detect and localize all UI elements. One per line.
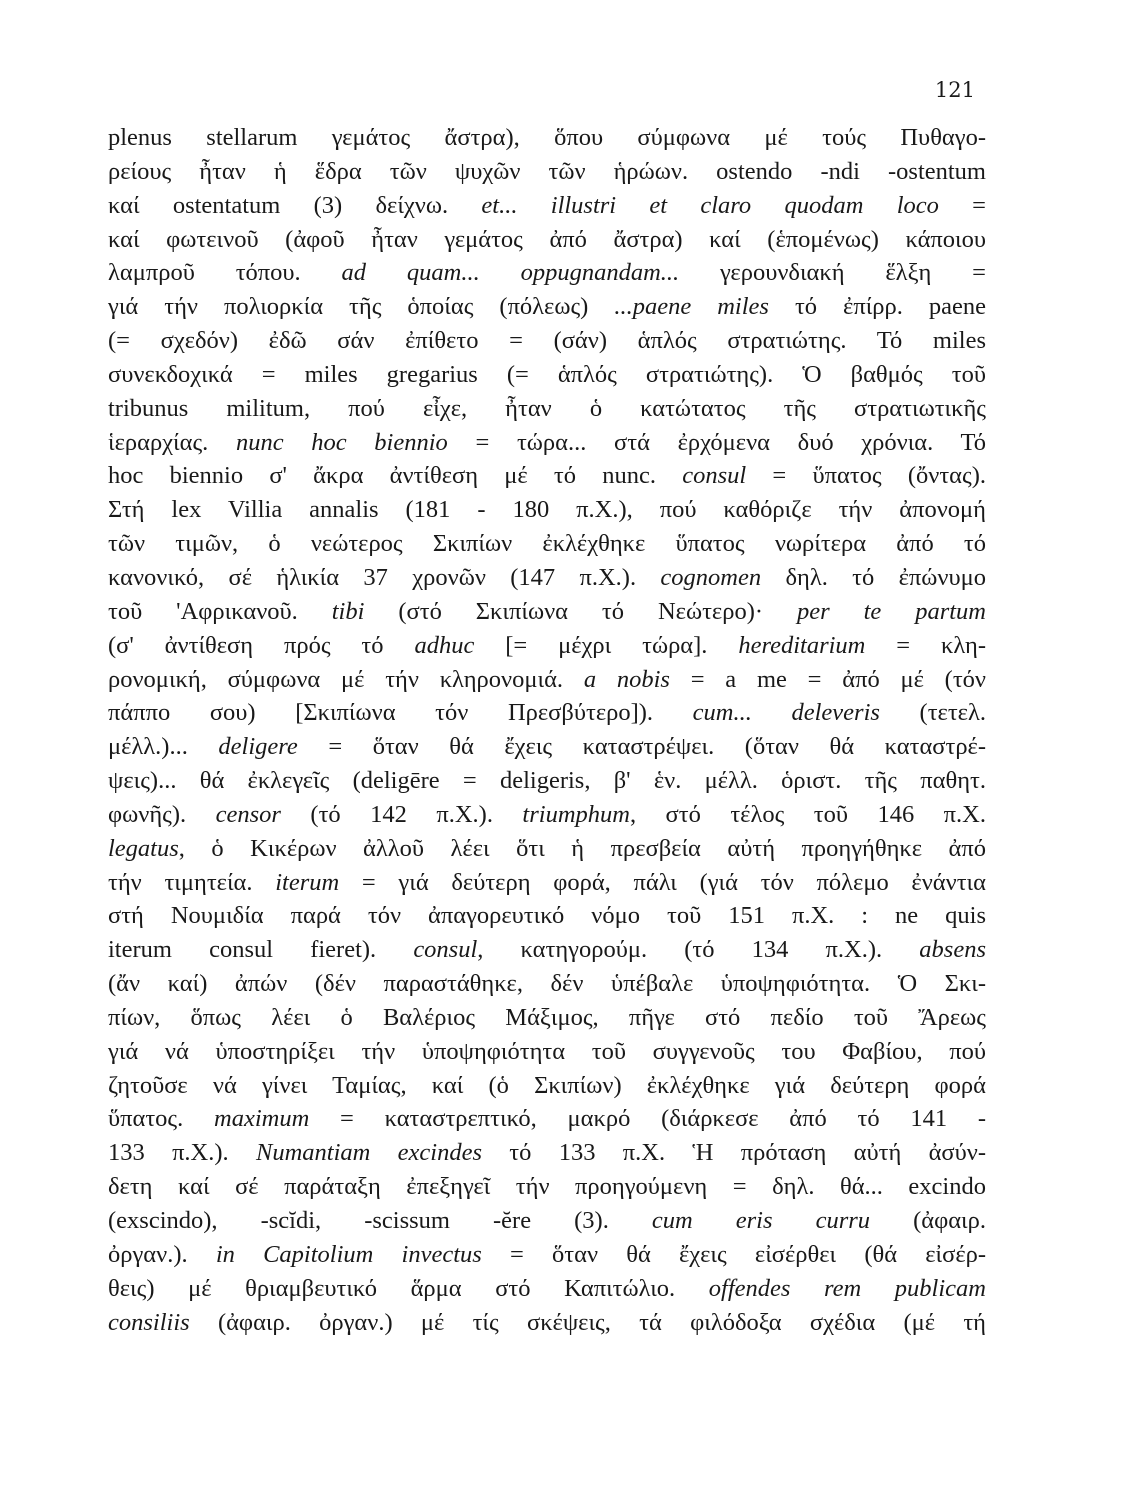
text-line xyxy=(108,426,986,460)
text-segment: ἱεραρχίας. xyxy=(108,428,236,456)
latin-term: hereditarium xyxy=(738,631,866,659)
text-line xyxy=(108,1238,986,1272)
body-text xyxy=(108,121,986,1339)
text-segment: ρονομική, σύμφωνα μέ τήν κληρονομιά. xyxy=(108,665,584,693)
text-segment: (τό 142 π.Χ.). xyxy=(280,800,523,828)
text-segment: δηλ. τό ἐπώνυμο xyxy=(761,563,986,591)
text-line xyxy=(108,696,986,730)
text-line xyxy=(108,324,986,358)
text-segment: = καταστρεπτικό, μακρό (διάρκεσε ἀπό τό 141 - xyxy=(309,1105,986,1133)
text-segment: iterum consul fieret). xyxy=(108,936,414,964)
page-number: 121 xyxy=(934,78,975,102)
text-segment: τοῦ 'Αφρικανοῦ. xyxy=(108,597,332,625)
latin-term: per te partum xyxy=(796,597,986,625)
text-line xyxy=(108,155,986,189)
text-segment: , ὁ Κικέρων ἀλλοῦ λέει ὅτι ἡ πρεσβεία αὐτή προηγήθηκε ἀπό xyxy=(178,834,986,862)
latin-term: Numantiam excindes xyxy=(255,1139,482,1167)
text-segment: συνεκδοχικά = miles gregarius (= ἁπλός στρατιώτης). Ὁ βαθμός τοῦ xyxy=(108,360,986,388)
text-line xyxy=(108,1306,986,1340)
text-line xyxy=(108,899,986,933)
text-line xyxy=(108,1035,986,1069)
text-line xyxy=(108,595,986,629)
text-segment: = a me = ἀπό μέ (τόν xyxy=(669,665,986,693)
text-segment: (τετελ. xyxy=(879,699,986,727)
text-segment: (σ' ἀντίθεση πρός τό xyxy=(108,631,415,659)
text-segment: μέλλ.)... xyxy=(108,733,219,761)
text-line xyxy=(108,663,986,697)
latin-term: legatus xyxy=(108,834,179,862)
latin-term: absens xyxy=(919,936,986,964)
text-line xyxy=(108,933,986,967)
text-segment: = xyxy=(938,191,986,219)
text-line xyxy=(108,798,986,832)
latin-term: a nobis xyxy=(583,665,670,693)
latin-term: cum... deleveris xyxy=(692,699,880,727)
text-segment: = τώρα... στά ἐρχόμενα δυό χρόνια. Τό xyxy=(447,428,986,456)
latin-term: et... illustri et claro quodam loco xyxy=(481,191,939,219)
text-segment: 133 π.Χ.). xyxy=(108,1139,256,1167)
text-segment: γιά τήν πολιορκία τῆς ὁποίας (πόλεως) xyxy=(108,293,615,321)
text-line xyxy=(108,459,986,493)
text-line xyxy=(108,290,986,324)
text-segment: ὀργαν.). xyxy=(108,1240,216,1268)
text-segment: = ὅταν θά ἔχεις εἰσέρθει (θά εἰσέρ- xyxy=(481,1240,987,1268)
text-segment: (στό Σκιπίωνα τό Νεώτερο)· xyxy=(364,597,797,625)
text-line xyxy=(108,392,986,426)
latin-term: consiliis xyxy=(108,1308,190,1336)
text-segment: γερουνδιακή ἕλξη = xyxy=(679,259,986,287)
text-segment: = γιά δεύτερη φορά, πάλι (γιά τόν πόλεμο ἐνάντια xyxy=(339,868,986,896)
latin-term: consul xyxy=(413,936,478,964)
text-segment: ρείους ἦταν ἡ ἕδρα τῶν ψυχῶν τῶν ἡρώων. ostendo -ndi -ostentum xyxy=(108,157,986,185)
text-segment: hoc biennio σ' ἄκρα ἀντίθεση μέ τό nunc. xyxy=(108,462,683,490)
latin-term: in Capitolium invectus xyxy=(215,1240,482,1268)
text-segment: = ὕπατος (ὄντας). xyxy=(746,462,986,490)
text-line xyxy=(108,629,986,663)
text-segment: πάππο σου) [Σκιπίωνα τόν Πρεσβύτερο]). xyxy=(108,699,693,727)
latin-term: triumphum xyxy=(522,800,630,828)
text-line xyxy=(108,967,986,1001)
text-segment: = κλη- xyxy=(865,631,986,659)
text-segment: , στό τέλος τοῦ 146 π.Χ. xyxy=(629,800,986,828)
latin-term: censor xyxy=(215,800,281,828)
latin-term: nunc hoc biennio xyxy=(235,428,448,456)
text-segment: ψεις)... θά ἐκλεγεῖς (deligēre = deligeris, β' ἑν. μέλλ. ὁριστ. τῆς παθητ. xyxy=(108,767,986,795)
text-segment: ὕπατος. xyxy=(108,1105,215,1133)
latin-term: cognomen xyxy=(660,563,762,591)
text-line xyxy=(108,527,986,561)
latin-term: cum eris curru xyxy=(651,1207,871,1234)
text-line xyxy=(108,764,986,798)
latin-term: deligere xyxy=(218,733,298,761)
text-segment: στή Νουμιδία παρά τόν ἀπαγορευτικό νόμο τοῦ 151 π.Χ. : ne quis xyxy=(108,902,986,930)
text-segment: κανονικό, σέ ἡλικία 37 χρονῶν (147 π.Χ.). xyxy=(108,563,661,591)
text-segment: ζητοῦσε νά γίνει Ταμίας, καί (ὁ Σκιπίων) ἐκλέχθηκε γιά δεύτερη φορά xyxy=(108,1071,986,1099)
text-segment: τό ἐπίρρ. paene xyxy=(768,293,986,321)
text-line xyxy=(108,1204,986,1238)
latin-term: tibi xyxy=(331,597,365,625)
text-segment: (ἄν καί) ἀπών (δέν παραστάθηκε, δέν ὑπέβαλε ὑποψηφιότητα. Ὁ Σκι- xyxy=(108,970,986,998)
text-segment: (ἀφαιρ. xyxy=(870,1207,986,1234)
text-segment: plenus stellarum γεμάτος ἄστρα), ὅπου σύμφωνα μέ τούς Πυθαγο- xyxy=(108,124,986,151)
latin-term: iterum xyxy=(275,868,340,896)
text-line xyxy=(108,493,986,527)
text-segment: δετη καί σέ παράταξη ἐπεξηγεῖ τήν προηγούμενη = δηλ. θά... excindo xyxy=(108,1173,986,1201)
text-segment: Στή lex Villia annalis (181 - 180 π.Χ.), πού καθόριζε τήν ἀπονομή xyxy=(108,496,986,524)
text-line xyxy=(108,1170,986,1204)
text-line xyxy=(108,1001,986,1035)
text-segment: τῶν τιμῶν, ὁ νεώτερος Σκιπίων ἐκλέχθηκε ὕπατος νωρίτερα ἀπό τό xyxy=(108,530,986,558)
text-segment: καί φωτεινοῦ (ἀφοῦ ἦταν γεμάτος ἀπό ἄστρα) καί (ἑπομένως) κάποιου xyxy=(108,225,986,253)
text-segment: γιά νά ὑποστηρίξει τήν ὑποψηφιότητα τοῦ συγγενοῦς του Φαβίου, πού xyxy=(108,1037,986,1065)
text-segment: λαμπροῦ τόπου. xyxy=(108,259,342,287)
text-segment: τήν τιμητεία. xyxy=(108,868,276,896)
text-segment: , κατηγορούμ. (τό 134 π.Χ.). xyxy=(477,936,920,964)
latin-term: ...paene miles xyxy=(614,293,769,321)
text-line xyxy=(108,561,986,595)
text-segment: (= σχεδόν) ἐδῶ σάν ἐπίθετο = (σάν) ἁπλός στρατιώτης. Τό miles xyxy=(108,327,986,355)
text-line xyxy=(108,189,986,223)
text-line xyxy=(108,358,986,392)
text-line xyxy=(108,1136,986,1170)
text-segment: = ὅταν θά ἔχεις καταστρέψει. (ὅταν θά καταστρέ- xyxy=(297,733,987,761)
text-line xyxy=(108,1069,986,1103)
latin-term: offendes rem publicam xyxy=(708,1274,986,1302)
text-segment: τό 133 π.Χ. Ἡ πρόταση αὐτή ἀσύν- xyxy=(481,1139,986,1167)
text-line xyxy=(108,866,986,900)
text-segment: φωνῆς). xyxy=(108,800,216,828)
latin-term: consul xyxy=(682,462,747,490)
text-segment: (ἀφαιρ. ὀργαν.) μέ τίς σκέψεις, τά φιλόδοξα σχέδια (μέ τή xyxy=(189,1308,986,1336)
text-segment: θεις) μέ θριαμβευτικό ἅρμα στό Καπιτώλιο. xyxy=(108,1274,709,1302)
text-line xyxy=(108,730,986,764)
text-line xyxy=(108,832,986,866)
text-line xyxy=(108,1272,986,1306)
latin-term: adhuc xyxy=(414,631,475,659)
text-segment: [= μέχρι τώρα]. xyxy=(474,631,739,659)
text-segment: (exscindo), -scĭdi, -scissum -ĕre (3). xyxy=(108,1207,652,1234)
text-segment: tribunus militum, πού εἶχε, ἦταν ὁ κατώτατος τῆς στρατιωτικῆς xyxy=(108,394,986,422)
text-segment: καί ostentatum (3) δείχνω. xyxy=(108,191,482,219)
text-line xyxy=(108,256,986,290)
text-line xyxy=(108,223,986,257)
text-line xyxy=(108,1102,986,1136)
latin-term: maximum xyxy=(214,1105,310,1133)
text-segment: πίων, ὅπως λέει ὁ Βαλέριος Μάξιμος, πῆγε στό πεδίο τοῦ Ἄρεως xyxy=(108,1003,986,1031)
text-line xyxy=(108,121,986,155)
latin-term: ad quam... oppugnandam... xyxy=(341,259,680,287)
